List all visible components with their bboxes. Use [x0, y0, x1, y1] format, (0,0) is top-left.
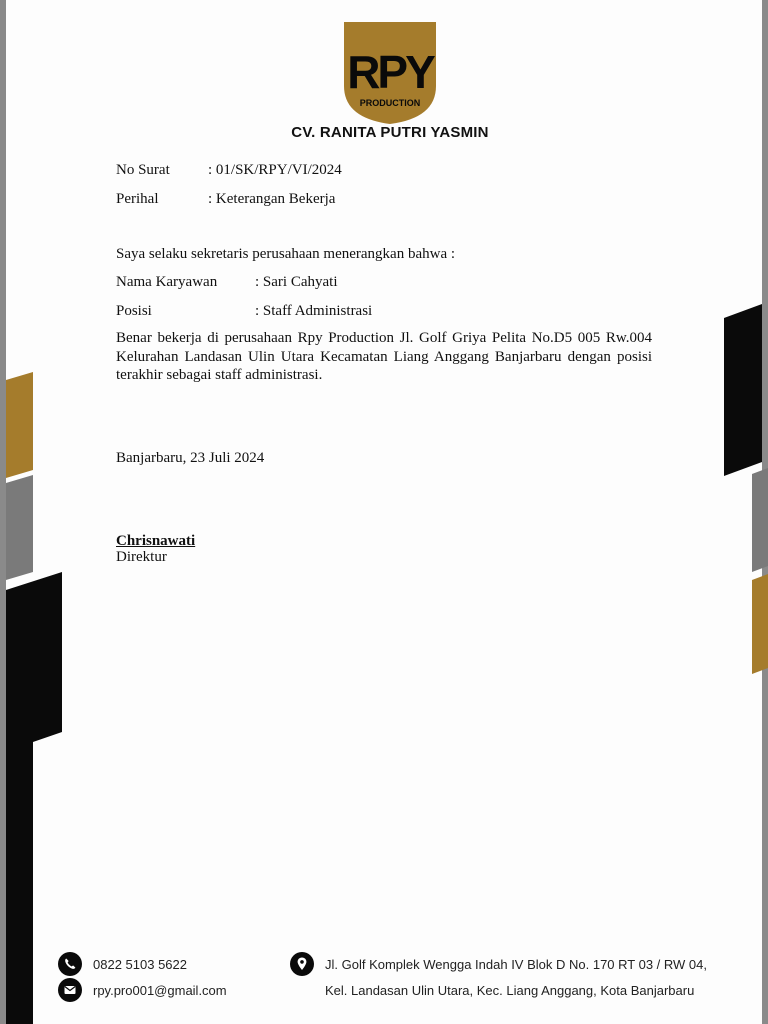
footer-address-line1: Jl. Golf Komplek Wengga Indah IV Blok D No. 170 RT 03 / RW 04,: [325, 957, 708, 972]
signer-name: Chrisnawati: [116, 533, 196, 549]
footer-email: rpy.pro001@gmail.com: [93, 983, 227, 998]
body-paragraph: Benar bekerja di perusahaan Rpy Production Jl. Golf Griya Pelita No.D5 005 Rw.004 Kelurahan Landasan Ulin Utara Kecamatan Liang Anggang Banjarbaru dengan posisi terakhir sebagai staff administrasi.: [116, 330, 652, 383]
intro-text: Saya selaku sekretaris perusahaan menerangkan bahwa :: [116, 246, 456, 262]
nama-karyawan-label: Nama Karyawan: [116, 274, 218, 290]
footer-phone: 0822 5103 5622: [93, 957, 187, 972]
envelope-icon: [58, 978, 82, 1002]
perihal-label: Perihal: [116, 191, 159, 207]
footer-address-line2: Kel. Landasan Ulin Utara, Kec. Liang Anggang, Kota Banjarbaru: [325, 983, 695, 998]
right-gray-band: [752, 468, 768, 572]
company-name: CV. RANITA PUTRI YASMIN: [291, 124, 489, 141]
map-pin-icon: [290, 952, 314, 976]
perihal-value: : Keterangan Bekerja: [208, 191, 336, 207]
no-surat-value: : 01/SK/RPY/VI/2024: [208, 162, 342, 178]
no-surat-label: No Surat: [116, 162, 170, 178]
left-black-band: [6, 572, 62, 1024]
company-logo: [342, 16, 438, 126]
left-gold-band: [6, 372, 33, 478]
right-gold-band: [752, 574, 768, 674]
right-black-band: [724, 304, 762, 476]
phone-icon: [58, 952, 82, 976]
nama-karyawan-value: : Sari Cahyati: [255, 274, 338, 290]
svg-text:PRODUCTION: PRODUCTION: [359, 98, 421, 108]
signer-title: Direktur: [116, 549, 167, 565]
posisi-value: : Staff Administrasi: [255, 303, 373, 319]
posisi-label: Posisi: [116, 303, 152, 319]
svg-text:RPY: RPY: [347, 46, 433, 98]
place-date: Banjarbaru, 23 Juli 2024: [116, 450, 265, 466]
left-gray-strip: [0, 0, 6, 1024]
left-gray-band: [6, 475, 33, 580]
